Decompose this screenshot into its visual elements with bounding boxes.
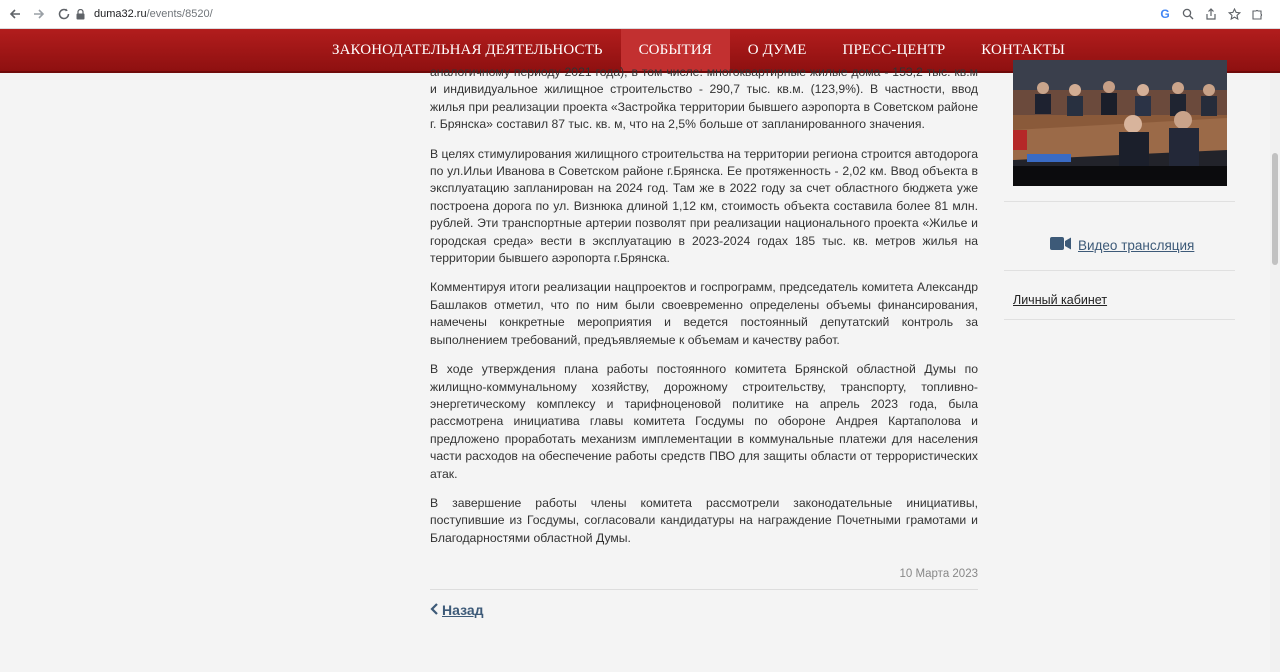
- extension-puzzle-icon[interactable]: [1250, 4, 1264, 24]
- page-scrollbar[interactable]: [1270, 73, 1280, 672]
- address-bar[interactable]: [76, 3, 1188, 25]
- scrollbar-thumb[interactable]: [1272, 153, 1278, 265]
- video-camera-icon: [1050, 236, 1072, 254]
- nav-item-0[interactable]: ЗАКОНОДАТЕЛЬНАЯ ДЕЯТЕЛЬНОСТЬ: [332, 41, 603, 58]
- article-paragraph: В завершение работы члены комитета рассмотрели законодательные инициативы, поступившие из Госдумы, согласовали кандидатуры на награждение Почетными грамотами и Благодарностями областной Думы.: [430, 495, 978, 545]
- back-arrow-icon[interactable]: [4, 3, 26, 25]
- google-icon[interactable]: G: [1160, 7, 1170, 21]
- divider: [430, 589, 978, 590]
- session-photo[interactable]: [1013, 60, 1227, 186]
- share-icon[interactable]: [1204, 4, 1218, 24]
- article-paragraph: В ходе утверждения плана работы постоянного комитета Брянской областной Думы по жилищно-коммунальному хозяйству, дорожному строительству, транспорту, топливно-энергетическому комплексу и тарифноценовой политике на апрель 2023 года, была рассмотрена инициатива главы комитета Госдумы по обороне Андрея Картаполова и предложено проработать механизм имплементации в коммунальные платежи для населения части расходов на обеспечение работы средств ПВО для защиты области от террористических атак.: [430, 362, 978, 481]
- forward-arrow-icon[interactable]: [28, 3, 50, 25]
- article-date: 10 Марта 2023: [899, 568, 978, 580]
- sidebar-divider: [1004, 319, 1235, 320]
- nav-item-1[interactable]: СОБЫТИЯ: [621, 29, 730, 71]
- url-path: /events/8520/: [146, 8, 213, 20]
- article-paragraph: аналогичному периоду 2021 года), в том числе: многоквартирные жилые дома - 153,2 тыс. кв.м и индивидуальное жилищное строительство - 290,7 тыс. кв.м. (123,9%). В частности, ввод жилья при реализации проекта «Застройка территории бывшего аэропорта в Советском районе г. Брянска» составил 87 тыс. кв. м, что на 2,5% больше от запланированного значения.: [430, 65, 978, 132]
- back-link-label: Назад: [442, 602, 484, 618]
- article-body: [430, 64, 978, 559]
- sidebar-divider: [1004, 270, 1235, 271]
- sidebar-divider: [1004, 201, 1235, 202]
- nav-item-4[interactable]: КОНТАКТЫ: [981, 41, 1065, 58]
- reload-icon[interactable]: [53, 3, 75, 25]
- video-stream-label: Видео трансляция: [1078, 237, 1195, 253]
- url-domain: duma32.ru: [94, 8, 147, 20]
- article-paragraph: Комментируя итоги реализации нацпроектов и госпрограмм, председатель комитета Александр Башлаков отметил, что по ним были своевременно определены объемы финансирования, намечены конкретные мероприятия и ведется постоянный депутатский контроль за выполнением требований, предъявляемые к объемам и качеству работ.: [430, 280, 978, 347]
- chevron-left-icon: [430, 602, 439, 618]
- bookmark-star-icon[interactable]: [1227, 4, 1241, 24]
- url-text: [94, 8, 213, 20]
- video-stream-link[interactable]: [1050, 236, 1194, 254]
- back-link[interactable]: [430, 602, 484, 618]
- nav-item-2[interactable]: О ДУМЕ: [747, 41, 807, 58]
- article-paragraph: В целях стимулирования жилищного строительства на территории региона строится автодорога по ул.Ильи Иванова в Советском районе г.Брянска. Ее протяженность - 2,02 км. Ввод объекта в эксплуатацию запланирован на 2024 год. Там же в 2022 году за счет областного бюджета уже построена дорога по ул. Визнюка длиной 1,12 км, стоимость объекта составила более 81 млн. рублей. Эти транспортные артерии позволят при реализации национального проекта «Жилье и городская среда» вести в эксплуатацию в 2023-2024 годах 185 тыс. кв. метров жилья на территории бывшего аэропорта г.Брянска.: [430, 146, 978, 266]
- personal-cabinet-link[interactable]: Личный кабинет: [1013, 293, 1108, 307]
- nav-item-3[interactable]: ПРЕСС-ЦЕНТР: [842, 41, 946, 58]
- zoom-icon[interactable]: [1181, 4, 1195, 24]
- lock-icon: [76, 8, 86, 20]
- browser-toolbar: [0, 0, 1280, 29]
